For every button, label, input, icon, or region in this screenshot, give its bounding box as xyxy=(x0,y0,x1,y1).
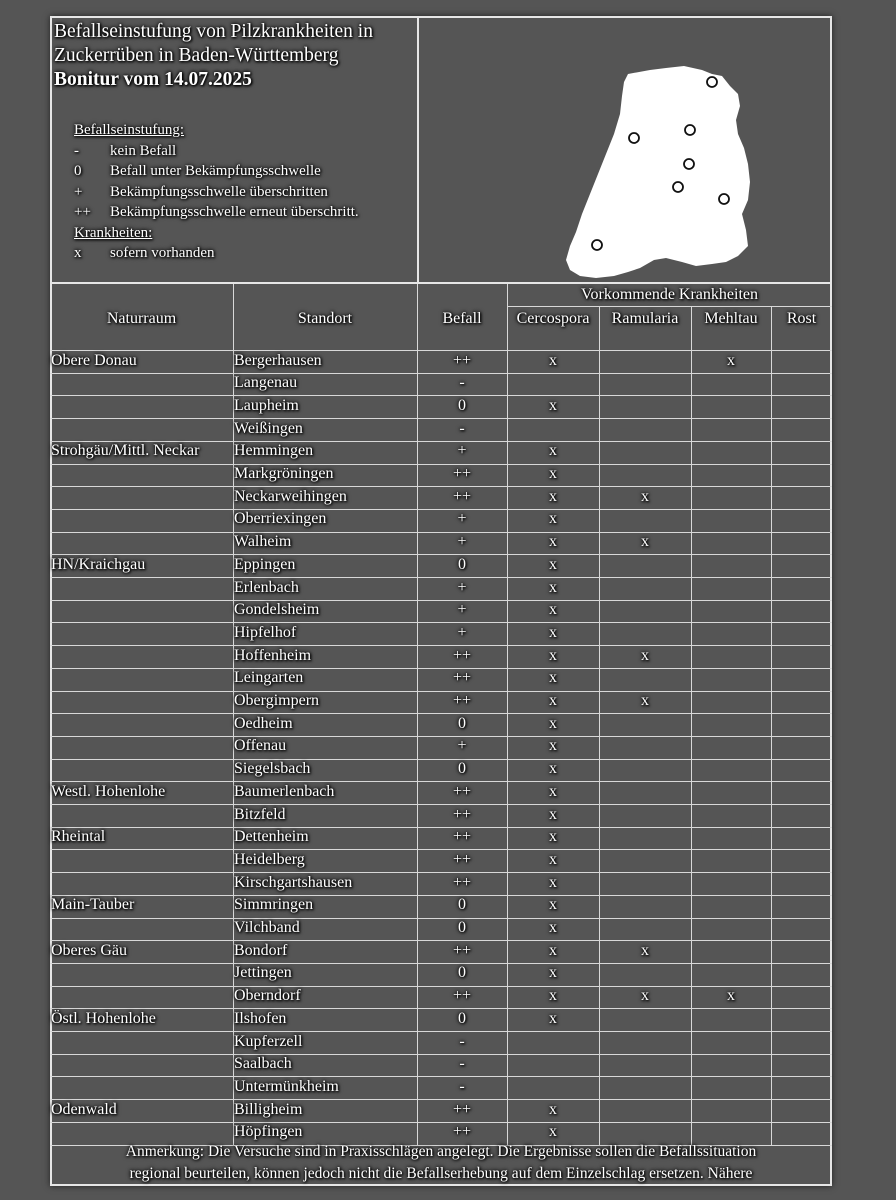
cell-cercospora: x xyxy=(549,1100,557,1118)
cell-standort: Obergimpern xyxy=(234,692,320,709)
legend-symbol: + xyxy=(74,183,83,200)
cell-standort: Hipfelhof xyxy=(234,623,297,641)
footnote-line-2: regional beurteilen, können jedoch nicht die Befallserhebung auf dem Einzelschlag ersetzen. Nähere xyxy=(129,1165,753,1182)
cell-cercospora: x xyxy=(549,737,557,755)
cell-standort: Offenau xyxy=(234,737,287,755)
cell-cercospora: x xyxy=(549,669,557,687)
cell-standort: Kupferzell xyxy=(234,1032,303,1050)
cell-mehltau: x xyxy=(727,987,735,1005)
cell-cercospora: x xyxy=(549,601,557,619)
cell-standort: Siegelsbach xyxy=(234,760,311,778)
cell-cercospora: x xyxy=(549,623,557,641)
diseases-heading: Krankheiten: xyxy=(74,224,153,241)
header-befall: Befall xyxy=(442,310,482,327)
cell-cercospora: x xyxy=(549,510,557,528)
cell-cercospora: x xyxy=(549,919,557,936)
legend-text: Bekämpfungsschwelle überschritten xyxy=(110,183,328,200)
legend-item xyxy=(74,243,359,264)
cell-standort: Simmringen xyxy=(234,896,314,914)
cell-befall: - xyxy=(459,1055,465,1073)
legend-text: Bekämpfungsschwelle erneut überschritt. xyxy=(110,204,359,220)
cell-befall: ++ xyxy=(452,828,472,846)
cell-standort: Hoffenheim xyxy=(234,646,312,664)
cell-cercospora: x xyxy=(549,578,557,596)
cell-befall: + xyxy=(457,510,467,528)
cell-ramularia: x xyxy=(641,487,649,505)
cell-standort: Kirschgartshausen xyxy=(234,873,353,891)
baden-wuerttemberg-map xyxy=(562,64,752,280)
cell-standort: Bergerhausen xyxy=(234,351,322,369)
legend-item xyxy=(74,141,359,162)
title-line-2: Zuckerrüben in Baden-Württemberg xyxy=(54,45,339,66)
cell-standort: Hemmingen xyxy=(234,442,314,460)
cell-befall: ++ xyxy=(452,941,472,959)
cell-befall: 0 xyxy=(458,396,466,414)
header-naturraum: Naturraum xyxy=(106,310,177,327)
cell-standort: Leingarten xyxy=(234,669,304,687)
cell-standort: Jettingen xyxy=(234,964,292,982)
cell-befall: ++ xyxy=(452,692,472,709)
cell-ramularia: x xyxy=(641,941,649,959)
cell-naturraum: Rheintal xyxy=(51,828,106,846)
cell-befall: ++ xyxy=(452,1123,472,1141)
cell-standort: Laupheim xyxy=(234,396,299,414)
cell-standort: Oberriexingen xyxy=(234,510,327,528)
footnote-line-1: Anmerkung: Die Versuche sind in Praxisschlägen angelegt. Die Ergebnisse sollen die Befallssituation xyxy=(125,1143,757,1160)
cell-standort: Langenau xyxy=(234,374,298,392)
legend-symbol: ++ xyxy=(74,204,91,220)
cell-befall: ++ xyxy=(452,782,472,800)
cell-cercospora: x xyxy=(549,442,557,460)
cell-befall: 0 xyxy=(458,555,466,573)
cell-naturraum: Strohgäu/Mittl. Neckar xyxy=(51,442,200,460)
cell-befall: ++ xyxy=(452,805,472,823)
legend-item xyxy=(74,182,359,203)
cell-cercospora: x xyxy=(549,1009,557,1027)
cell-cercospora: x xyxy=(549,987,557,1005)
header-standort: Standort xyxy=(297,310,353,327)
document-title xyxy=(54,20,416,92)
cell-ramularia: x xyxy=(641,646,649,664)
header-rost: Rost xyxy=(786,310,817,327)
cell-standort: Ilshofen xyxy=(234,1009,287,1027)
cell-befall: ++ xyxy=(452,850,472,868)
cell-standort: Saalbach xyxy=(234,1055,292,1073)
cell-naturraum: Obere Donau xyxy=(51,351,137,369)
column-rule xyxy=(691,306,692,1145)
cell-standort: Eppingen xyxy=(234,555,296,573)
cell-naturraum: Oberes Gäu xyxy=(51,941,127,959)
cell-standort: Erlenbach xyxy=(234,578,299,596)
cell-cercospora: x xyxy=(549,465,557,482)
cell-standort: Walheim xyxy=(234,533,292,551)
cell-befall: 0 xyxy=(458,919,466,936)
cell-befall: - xyxy=(459,1032,465,1050)
cell-standort: Gondelsheim xyxy=(234,601,320,619)
group-header: Vorkommende Krankheiten xyxy=(581,286,758,303)
cell-cercospora: x xyxy=(549,941,557,959)
cell-befall: 0 xyxy=(458,1009,466,1027)
cell-naturraum: Westl. Hohenlohe xyxy=(51,782,166,800)
cell-befall: - xyxy=(459,1077,465,1095)
cell-befall: - xyxy=(459,374,465,392)
cell-befall: ++ xyxy=(452,465,472,482)
cell-cercospora: x xyxy=(549,692,557,709)
cell-befall: + xyxy=(457,623,467,641)
header-mehltau: Mehltau xyxy=(704,310,758,327)
legend-symbol: x xyxy=(74,245,82,261)
cell-befall: ++ xyxy=(452,987,472,1005)
cell-befall: ++ xyxy=(452,873,472,891)
cell-cercospora: x xyxy=(549,646,557,664)
cell-cercospora: x xyxy=(549,873,557,891)
cell-mehltau: x xyxy=(727,351,735,369)
cell-naturraum: Östl. Hohenlohe xyxy=(51,1009,156,1027)
cell-befall: 0 xyxy=(458,896,466,914)
cell-ramularia: x xyxy=(641,692,649,709)
legend-text: sofern vorhanden xyxy=(110,245,215,261)
header-cercospora: Cercospora xyxy=(516,310,590,327)
legend-item xyxy=(74,161,359,182)
cell-befall: - xyxy=(459,419,465,437)
cell-cercospora: x xyxy=(549,760,557,778)
cell-standort: Höpfingen xyxy=(234,1123,303,1141)
cell-standort: Billigheim xyxy=(234,1100,303,1118)
cell-ramularia: x xyxy=(641,533,649,551)
legend-heading: Befallseinstufung: xyxy=(74,122,184,138)
group-header-rule xyxy=(507,306,832,307)
cell-standort: Dettenheim xyxy=(234,828,309,846)
legend-symbol: - xyxy=(74,142,79,159)
cell-standort: Bitzfeld xyxy=(234,805,286,823)
cell-cercospora: x xyxy=(549,828,557,846)
cell-naturraum: Odenwald xyxy=(51,1100,117,1118)
legend-item xyxy=(74,202,359,223)
cell-naturraum: HN/Kraichgau xyxy=(51,555,146,573)
column-rule xyxy=(771,306,772,1145)
cell-befall: ++ xyxy=(452,669,472,687)
cell-standort: Oedheim xyxy=(234,714,293,732)
cell-cercospora: x xyxy=(549,805,557,823)
cell-cercospora: x xyxy=(549,396,557,414)
legend-symbol: 0 xyxy=(74,163,82,179)
title-line-1: Befallseinstufung von Pilzkrankheiten in xyxy=(54,21,373,42)
cell-naturraum: Main-Tauber xyxy=(51,896,135,914)
cell-cercospora: x xyxy=(549,782,557,800)
cell-standort: Neckarweihingen xyxy=(234,487,347,505)
footnote xyxy=(52,1141,830,1185)
assessment-date: Bonitur vom 14.07.2025 xyxy=(54,69,252,90)
cell-standort: Baumerlenbach xyxy=(234,782,335,800)
column-rule xyxy=(599,306,600,1145)
cell-cercospora: x xyxy=(549,533,557,551)
cell-cercospora: x xyxy=(549,487,557,505)
cell-cercospora: x xyxy=(549,964,557,982)
cell-befall: ++ xyxy=(452,646,472,664)
cell-befall: + xyxy=(457,533,467,551)
cell-standort: Weißingen xyxy=(234,419,303,437)
cell-cercospora: x xyxy=(549,896,557,914)
cell-standort: Heidelberg xyxy=(234,850,305,868)
cell-standort: Markgröningen xyxy=(234,465,334,482)
cell-befall: ++ xyxy=(452,487,472,505)
cell-standort: Untermünkheim xyxy=(234,1077,339,1095)
cell-befall: + xyxy=(457,737,467,755)
cell-cercospora: x xyxy=(549,1123,557,1141)
cell-befall: + xyxy=(457,601,467,619)
cell-befall: 0 xyxy=(458,964,466,982)
cell-befall: ++ xyxy=(452,351,472,369)
header-ramularia: Ramularia xyxy=(611,310,679,327)
cell-ramularia: x xyxy=(641,987,649,1005)
header-divider xyxy=(417,16,419,284)
legend-text: kein Befall xyxy=(110,142,177,159)
cell-standort: Vilchband xyxy=(234,919,300,936)
cell-cercospora: x xyxy=(549,714,557,732)
cell-cercospora: x xyxy=(549,351,557,369)
legend-text: Befall unter Bekämpfungsschwelle xyxy=(110,163,321,179)
cell-cercospora: x xyxy=(549,555,557,573)
cell-befall: + xyxy=(457,578,467,596)
state-outline xyxy=(566,66,750,278)
cell-befall: + xyxy=(457,442,467,460)
cell-standort: Bondorf xyxy=(234,941,288,959)
cell-cercospora: x xyxy=(549,850,557,868)
cell-befall: 0 xyxy=(458,714,466,732)
cell-befall: 0 xyxy=(458,760,466,778)
legend xyxy=(74,120,359,264)
cell-standort: Oberndorf xyxy=(234,987,301,1005)
cell-befall: ++ xyxy=(452,1100,472,1118)
